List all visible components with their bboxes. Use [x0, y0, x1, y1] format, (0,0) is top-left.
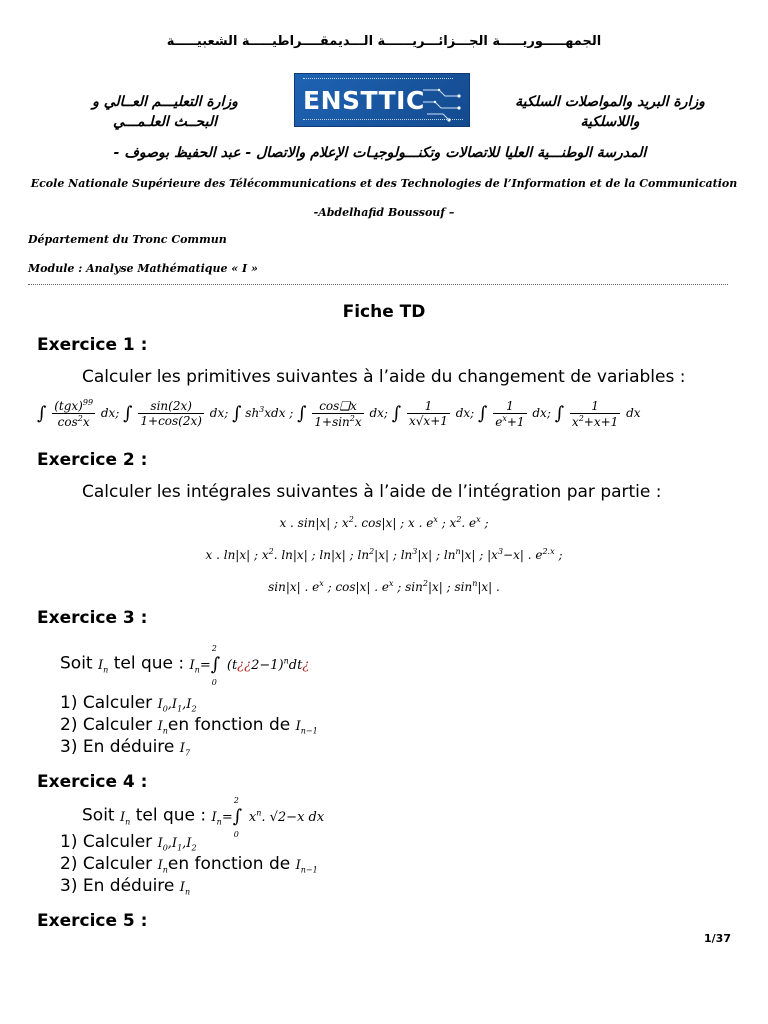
- school-name-ar: المدرسة الوطنـــية العليا للاتصالات وتكنـــولوجيـات الإعلام والاتصال - عبد الحفيظ بوصوف -: [113, 145, 647, 161]
- exercise-3-item-1: 1) Calculer $I_0,I_1,I_2$: [60, 693, 197, 714]
- ministry-telecom: [490, 92, 730, 132]
- exercise-4-item-3: 3) En déduire $I_n$: [60, 876, 191, 897]
- exercise-1-title: Exercice 1 :: [37, 335, 148, 355]
- department: Département du Tronc Commun: [28, 233, 227, 246]
- exercise-3-intro: Soit: [60, 653, 93, 674]
- exercise-2-line-2: x . ln|x| ; $x^2$. ln|x| ; ln|x| ; $\ln^2|x|$ ; $\ln^3|x|$ ; $\ln^n|x|$ ; $|x^3-x|$ . $e^{2.x}$ ;: [205, 547, 563, 562]
- exercise-1-text: Calculer les primitives suivantes à l’aide du changement de variables :: [82, 367, 686, 387]
- module: Module : Analyse Mathématique « I »: [28, 262, 258, 275]
- exercise-3-statement: Soit $I_n$ tel que : $I_n=$ 2 ∫ 0 (t¿¿2−1)$^n$dt¿: [60, 644, 310, 687]
- exercise-4-intro: Soit: [82, 805, 115, 826]
- republic-header: الجمهـــــوريـــــة الجـــزائـــريــــــة الـــديمقــــراطيـــــة الشعبيـــــة: [166, 34, 602, 49]
- ministry-education: [60, 92, 270, 132]
- exercise-4-tel-que: tel que :: [135, 805, 207, 826]
- exercise-1-formulas: ∫ $\frac{(tgx)^{99}}{\cos^2x}$ dx; ∫ $\frac{\sin(2x)}{1+\cos(2x)}$ dx; ∫ $sh^3xdx$ ; ∫ $\frac{\cos❑x}{1+\sin^2x}$ dx; ∫ $\frac{1}{x√x+1}$ dx; ∫ $\frac{1}{e^x+1}$ dx; ∫ $\frac{1}{x^2+x+1}$ dx: [37, 398, 641, 429]
- ministry-telecom-line2: واللاسلكية: [580, 114, 640, 130]
- exercise-3-tel-que: tel que :: [113, 653, 185, 674]
- exercise-4-item-1-text: 1) Calculer: [60, 832, 153, 852]
- exercise-4-item-3-text: 3) En déduire: [60, 876, 175, 896]
- page-title: Fiche TD: [342, 302, 426, 322]
- exercise-3-title: Exercice 3 :: [37, 608, 148, 628]
- ministry-education-line1: وزارة التعليـــم العــالي و: [92, 94, 238, 110]
- exercise-3-item-3: 3) En déduire $I_7$: [60, 737, 191, 758]
- exercise-2-title: Exercice 2 :: [37, 450, 148, 470]
- school-name-fr: Ecole Nationale Supérieure des Télécommunications et des Technologies de l’Information et de la Communication: [30, 177, 738, 190]
- exercise-4-item-1: 1) Calculer $I_0,I_1,I_2$: [60, 832, 197, 853]
- ministry-telecom-line1: وزارة البريد والمواصلات السلكية: [515, 94, 705, 110]
- school-logo: [294, 73, 470, 127]
- page-number: 1/37: [704, 932, 731, 945]
- exercise-3-item-2-text: 2) Calculer: [60, 715, 153, 735]
- ministry-education-line2: البحــث العلـمـــي: [113, 114, 217, 130]
- exercise-4-item-2: 2) Calculer $I_nen$ fonction de $I_{n-1}$: [60, 854, 318, 875]
- exercise-3-item-1-text: 1) Calculer: [60, 693, 153, 713]
- exercise-3-item-2-b: en fonction de: [167, 715, 291, 735]
- logo-subtitle-line: [303, 119, 463, 123]
- exercise-4-statement: Soit $I_n$ tel que : $I_n=$ 2 ∫ 0 $x^n$. √2−x dx: [82, 796, 325, 839]
- exercise-4-item-2-text: 2) Calculer: [60, 854, 153, 874]
- school-founder-name: -Abdelhafid Boussouf –: [313, 206, 455, 219]
- exercise-3-item-2: 2) Calculer $I_nen$ fonction de $I_{n-1}$: [60, 715, 318, 736]
- exercise-2-text: Calculer les intégrales suivantes à l’aide de l’intégration par partie :: [82, 482, 662, 502]
- logo-text: ENSTTIC: [303, 86, 425, 115]
- exercise-4-item-2-b: en fonction de: [167, 854, 291, 874]
- separator: [28, 284, 728, 285]
- exercise-4-title: Exercice 4 :: [37, 772, 148, 792]
- exercise-5-title: Exercice 5 :: [37, 911, 148, 931]
- exercise-2-line-1: x . sin|x| ; $x^2$. cos|x| ; x . $e^x$ ; $x^2$. $e^x$ ;: [279, 515, 489, 530]
- exercise-2-line-3: sin|x| . $e^x$ ; cos|x| . $e^x$ ; $\sin^2|x|$ ; $\sin^n|x|$ .: [268, 579, 500, 594]
- logo-circuit-icon: [421, 82, 461, 122]
- exercise-3-item-3-text: 3) En déduire: [60, 737, 175, 757]
